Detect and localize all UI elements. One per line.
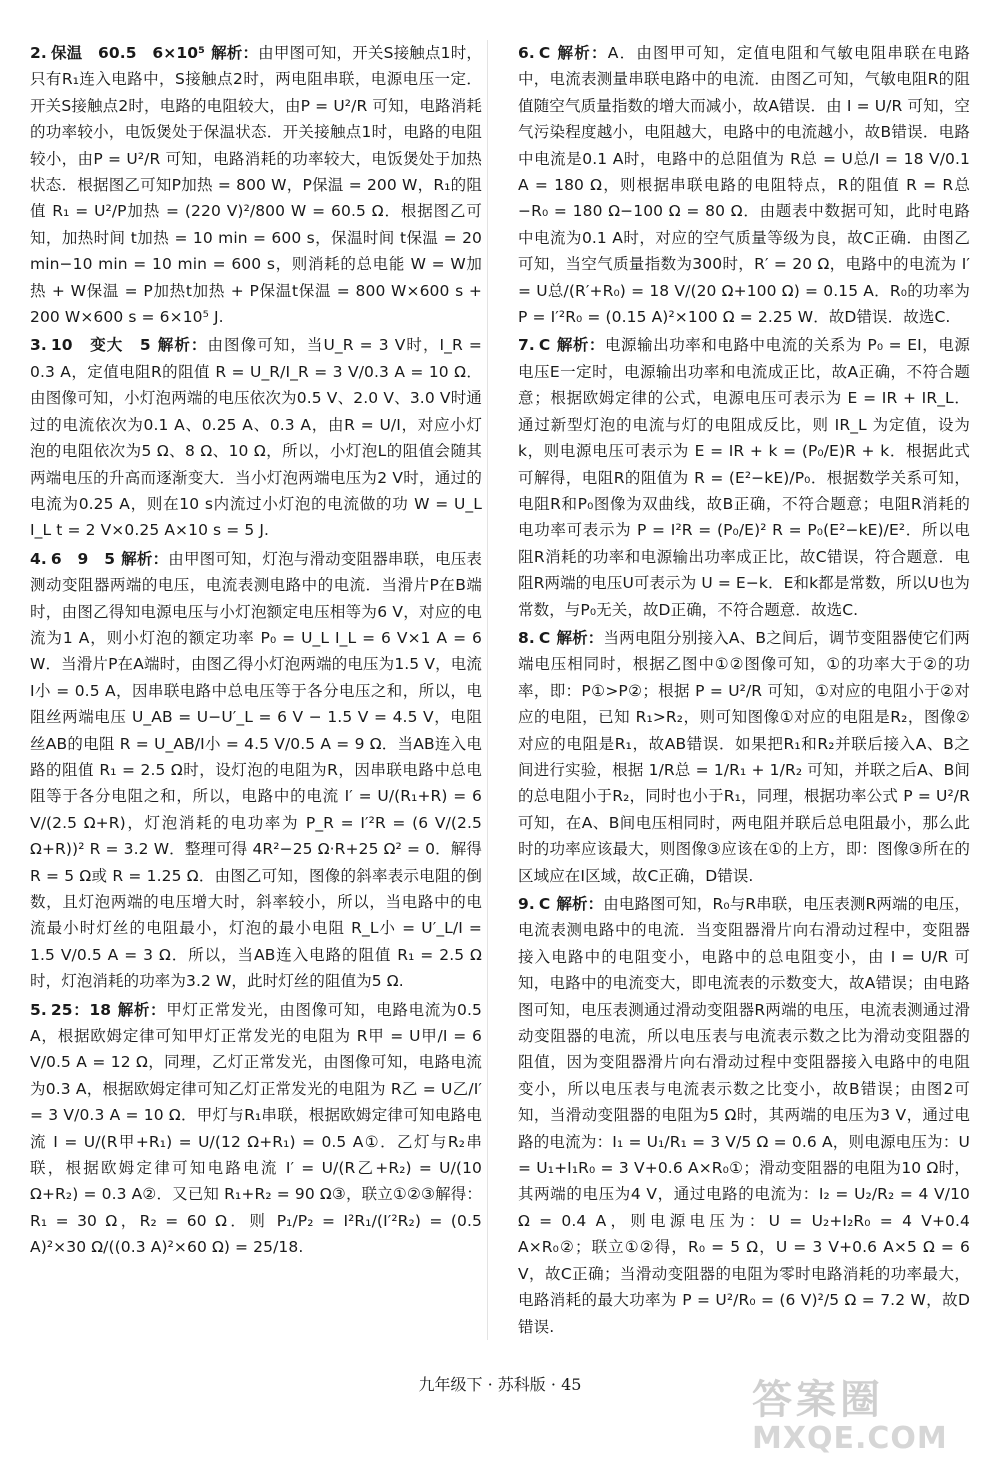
item-number: 3. bbox=[30, 336, 47, 355]
item-answer: C bbox=[538, 895, 551, 913]
analysis-label: 解析： bbox=[211, 44, 259, 62]
analysis-label: 解析： bbox=[121, 549, 169, 568]
analysis-text: 由甲图可知，开关S接触点1时，只有R₁连入电路中，S接触点2时，两电阻串联，电源电压一定．开关S接触点2时，电路的电阻较大，由P = U²/R 可知，电路消耗的功率较小，电饭煲处于保温状态．开关接触点1时，电路的电阻较小，由P = U²/R 可知，电路消耗的功率较大，电饭煲处于加热状态．根据图乙可知P加热 = 800 W，P保温 = 200 W，R₁的阻值 R₁ = U²/P加热 = (220 V)²/800 W = 60.5 Ω．根据图乙可知，加热时间 t加热 = 10 min = 600 s，保温时间 t保温 = 20 min−10 min = 10 min = 600 s，则消耗的总电能 W = W加热 + W保温 = P加热t加热 + P保温t保温 = 800 W×600 s + 200 W×600 s = 6×10⁵ J. bbox=[30, 44, 482, 327]
analysis-text: 由电路图可知，R₀与R串联，电压表测R两端的电压，电流表测电路中的电流．当变阻器滑片向右滑动过程中，变阻器接入电路中的电阻变小，电路中的总电阻变小，由 I = U/R 可知，电路中的电流变大，即电流表的示数变大，故A错误；由电路图可知，电压表测通过滑动变阻器R两端的电压，电流表测通过滑动变阻器的电流，所以电压表与电流表示数之比为滑动变阻器的阻值，因为变阻器滑片向右滑动过程中变阻器接入电路中的电阻变小，所以电压表与电流表示数之比变小，故B错误；由图2可知，当滑动变阻器的电阻为5 Ω时，其两端的电压为3 V，通过电路的电流为：I₁ = U₁/R₁ = 3 V/5 Ω = 0.6 A，则电源电压为：U = U₁+I₁R₀ = 3 V+0.6 A×R₀①；滑动变阻器的电阻为10 Ω时，其两端的电压为4 V，通过电路的电流为：I₂ = U₂/R₂ = 4 V/10 Ω = 0.4 A，则电源电压为：U = U₂+I₂R₀ = 4 V+0.4 A×R₀②；联立①②得，R₀ = 5 Ω，U = 3 V+0.6 A×5 Ω = 6 V，故C正确；当滑动变阻器的电阻为零时电路消耗的功率最大，电路消耗的最大功率为 P = U²/R₀ = (6 V)²/5 Ω = 7.2 W，故D错误. bbox=[518, 895, 970, 1336]
right-column bbox=[518, 40, 970, 1370]
item-number: 4. bbox=[30, 549, 47, 568]
analysis-text: 当两电阻分别接入A、B之间后，调节变阻器使它们两端电压相同时，根据乙图中①②图像可知，①的功率大于②的功率，即：P①>P②；根据 P = U²/R 可知，①对应的电阻小于②对应的电阻，已知 R₁>R₂，则可知图像①对应的电阻是R₂，图像②对应的电阻是R₁，故AB错误．如果把R₁和R₂并联后接入A、B之间进行实验，根据 1/R总 = 1/R₁ + 1/R₂ 可知，并联之后A、B间的总电阻小于R₂，同时也小于R₁，同理，根据功率公式 P = U²/R 可知，在A、B间电压相同时，两电阻并联后总电阻最小，那么此时的功率应该最大，则图像③应该在①的上方，即：图像③所在的区域应在Ⅰ区域，故C正确，D错误. bbox=[518, 628, 970, 885]
watermark-url: MXQE.COM bbox=[752, 1421, 948, 1456]
page-footer: 九年级下 · 苏科版 · 45 bbox=[418, 1375, 582, 1394]
analysis-text: 由图像可知，当U_R = 3 V时，I_R = 0.3 A，定值电阻R的阻值 R = U_R/I_R = 3 V/0.3 A = 10 Ω．由图像可知，小灯泡两端的电压依次为0.5 V、2.0 V、3.0 V时通过的电流依次为0.1 A、0.25 A、0.3 A，由R = U/I，对应小灯泡的电阻依次为5 Ω、8 Ω、10 Ω，所以，小灯泡L的阻值会随其两端电压的升高而逐渐变大．当小灯泡两端电压为2 V时，通过的电流为0.25 A，则在10 s内流过小灯泡的电流做的功 W = U_L I_L t = 2 V×0.25 A×10 s = 5 J. bbox=[30, 336, 482, 540]
watermark-logo bbox=[752, 1378, 962, 1460]
analysis-label: 解析： bbox=[556, 336, 605, 355]
answer-item bbox=[518, 891, 970, 1340]
left-column bbox=[30, 40, 482, 1370]
item-answer: 10 变大 5 bbox=[50, 336, 151, 355]
item-number: 8. bbox=[518, 628, 535, 647]
answer-item bbox=[30, 997, 482, 1261]
analysis-label: 解析： bbox=[556, 628, 604, 647]
item-number: 6. bbox=[518, 44, 535, 62]
item-answer: C bbox=[538, 628, 551, 647]
analysis-label: 解析： bbox=[117, 1000, 167, 1019]
item-answer: C bbox=[538, 44, 551, 62]
analysis-label: 解析： bbox=[156, 336, 208, 355]
item-number: 9. bbox=[518, 895, 535, 913]
item-number: 7. bbox=[518, 336, 535, 355]
item-number: 2. bbox=[30, 44, 47, 62]
answer-item bbox=[30, 332, 482, 543]
item-answer: 保温 60.5 6×10⁵ bbox=[50, 44, 206, 62]
answer-item bbox=[518, 40, 970, 330]
item-number: 5. bbox=[30, 1000, 47, 1019]
analysis-text: 电源输出功率和电路中电流的关系为 P₀ = EI，电源电压E一定时，电源输出功率和电流成正比，故A正确，不符合题意；根据欧姆定律的公式，电源电压可表示为 E = IR + IR_L．通过新型灯泡的电流与灯的电阻成反比，则 IR_L 为定值，设为k，则电源电压可表示为 E = IR + k = (P₀/E)R + k．根据此式可解得，电阻R的阻值为 R = (E²−kE)/P₀．根据数学关系可知，电阻R和P₀图像为双曲线，故B正确，不符合题意；电阻R消耗的电功率可表示为 P = I²R = (P₀/E)² R = P₀(E²−kE)/E²．所以电阻R消耗的功率和电源输出功率成正比，故C错误，符合题意．电阻R两端的电压U可表示为 U = E−k．E和k都是常数，所以U也为常数，与P₀无关，故D正确，不符合题意．故选C. bbox=[518, 336, 970, 619]
analysis-text: 甲灯正常发光，由图像可知，电路电流为0.5 A，根据欧姆定律可知甲灯正常发光的电阻为 R甲 = U甲/I = 6 V/0.5 A = 12 Ω，同理，乙灯正常发光，由图像可知，电路电流为0.3 A，根据欧姆定律可知乙灯正常发光的电阻为 R乙 = U乙/I′ = 3 V/0.3 A = 10 Ω．甲灯与R₁串联，根据欧姆定律可知电路电流 I = U/(R甲+R₁) = U/(12 Ω+R₁) = 0.5 A①．乙灯与R₂串联，根据欧姆定律可知电路电流 I′ = U/(R乙+R₂) = U/(10 Ω+R₂) = 0.3 A②．又已知 R₁+R₂ = 90 Ω③，联立①②③解得：R₁ = 30 Ω，R₂ = 60 Ω．则 P₁/P₂ = I²R₁/(I′²R₂) = (0.5 A)²×30 Ω/((0.3 A)²×60 Ω) = 25/18. bbox=[30, 1000, 482, 1257]
analysis-label: 解析： bbox=[556, 44, 608, 62]
item-answer: 6 9 5 bbox=[50, 549, 116, 568]
watermark-title: 答案圈 bbox=[752, 1377, 884, 1423]
item-answer: 25：18 bbox=[50, 1000, 112, 1019]
analysis-text: 由甲图可知，灯泡与滑动变阻器串联，电压表测动变阻器两端的电压，电流表测电路中的电流．当滑片P在B端时，由图乙得知电源电压与小灯泡额定电压相等为6 V，对应的电流为1 A，则小灯泡的额定功率 P₀ = U_L I_L = 6 V×1 A = 6 W．当滑片P在A端时，由图乙得小灯泡两端的电压为1.5 V，电流 I小 = 0.5 A，因串联电路中总电压等于各分电压之和，所以，电阻丝两端电压 U_AB = U−U′_L = 6 V − 1.5 V = 4.5 V，电阻丝AB的电阻 R = U_AB/I小 = 4.5 V/0.5 A = 9 Ω．当AB连入电路的阻值 R₁ = 2.5 Ω时，设灯泡的电阻为R，因串联电路中总电阻等于各分电阻之和，所以，电路中的电流 I′ = U/(R₁+R) = 6 V/(2.5 Ω+R)，灯泡消耗的电功率为 P_R = I′²R = (6 V/(2.5 Ω+R))² R = 3.2 W．整理可得 4R²−25 Ω·R+25 Ω² = 0．解得 R = 5 Ω或 R = 1.25 Ω．由图乙可知，图像的斜率表示电阻的倒数，且灯泡两端的电压增大时，斜率较小，所以，当电路中的电流最小时灯丝的电阻最小，灯泡的最小电阻 R_L小 = U′_L/I = 1.5 V/0.5 A = 3 Ω．所以，当AB连入电路的阻值 R₁ = 2.5 Ω时，灯泡消耗的功率为3.2 W，此时灯丝的阻值为5 Ω. bbox=[30, 549, 482, 991]
analysis-label: 解析： bbox=[556, 895, 604, 913]
column-divider bbox=[487, 40, 488, 1340]
answer-item bbox=[30, 546, 482, 995]
answer-item bbox=[30, 40, 482, 330]
answer-item bbox=[518, 332, 970, 622]
answer-page bbox=[30, 40, 970, 1370]
analysis-text: A．由图甲可知，定值电阻和气敏电阻串联在电路中，电流表测量串联电路中的电流．由图乙可知，气敏电阻R的阻值随空气质量指数的增大而减小，故A错误．由 I = U/R 可知，空气污染程度越小，电阻越大，电路中的电流越小，故B错误．电路中电流是0.1 A时，电路中的总阻值为 R总 = U总/I = 18 V/0.1 A = 180 Ω，则根据串联电路的电阻特点，R的阻值 R = R总−R₀ = 180 Ω−100 Ω = 80 Ω．由题表中数据可知，此时电路中电流为0.1 A时，对应的空气质量等级为良，故C正确．由图乙可知，当空气质量指数为300时，R′ = 20 Ω，电路中的电流为 I′ = U总/(R′+R₀) = 18 V/(20 Ω+100 Ω) = 0.15 A．R₀的功率为 P = I′²R₀ = (0.15 A)²×100 Ω = 2.25 W．故D错误．故选C. bbox=[518, 44, 970, 327]
answer-item bbox=[518, 625, 970, 889]
item-answer: C bbox=[538, 336, 551, 355]
